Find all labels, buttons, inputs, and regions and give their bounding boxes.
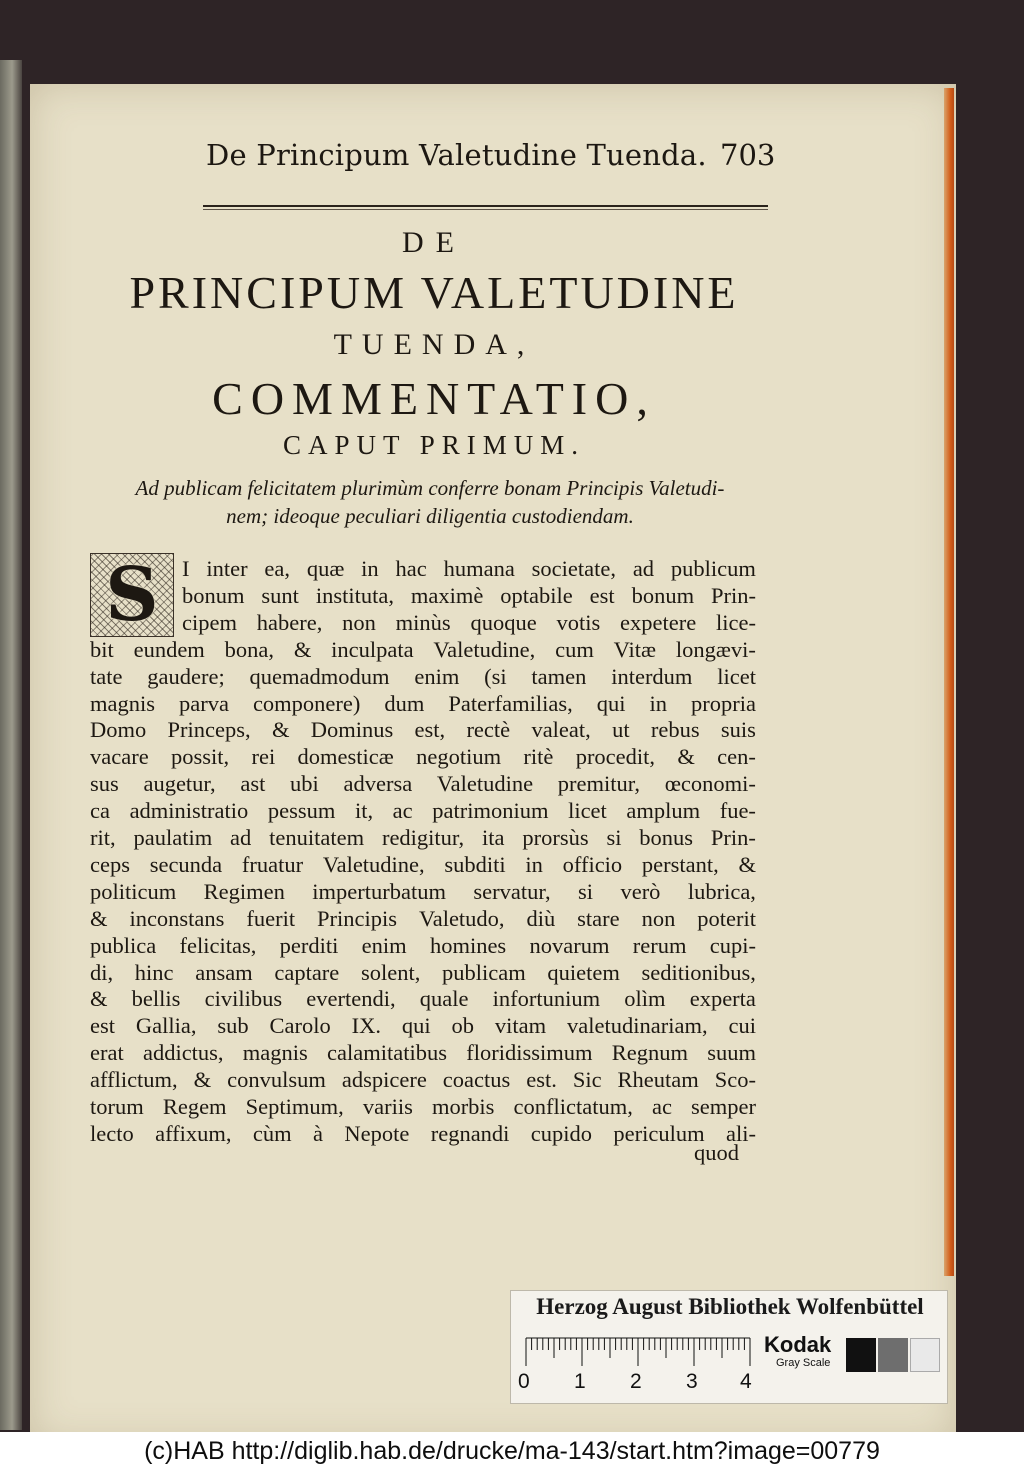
body-line: sus augetur, ast ubi adversa Valetudine premitur, œconomi- xyxy=(90,771,756,797)
body-line: & inconstans fuerit Principis Valetudo, diù stare non poterit xyxy=(90,905,756,931)
gray-swatch-black xyxy=(846,1338,876,1372)
body-line: I inter ea, quæ in hac humana societate, ad publicum xyxy=(182,556,756,581)
body-line: di, hinc ansam captare solent, publicam quietem seditionibus, xyxy=(90,959,756,985)
title-tuenda: TUENDA, xyxy=(333,328,535,361)
body-line: ceps secunda fruatur Valetudine, subditi in officio perstant, & xyxy=(90,851,756,877)
body-line: politicum Regimen imperturbatum servatur, si verò lubrica, xyxy=(90,878,756,904)
page-edge-coloring xyxy=(944,88,954,1276)
body-line: bonum sunt instituta, maximè optabile est bonum Prin- xyxy=(182,582,756,608)
page-number: 703 xyxy=(720,138,776,172)
body-line: tate gaudere; quemadmodum enim (si tamen interdum licet xyxy=(90,663,756,689)
measurement-ruler xyxy=(520,1336,752,1370)
body-line: afflictum, & convulsum adspicere coactus est. Sic Rheutam Sco- xyxy=(90,1067,756,1093)
ornamental-initial xyxy=(90,553,174,637)
kodak-logo: Kodak xyxy=(764,1332,832,1357)
body-line: publica felicitas, perditi enim homines novarum rerum cupi- xyxy=(90,932,756,958)
gray-swatch-mid xyxy=(878,1338,908,1372)
body-line: bit eundem bona, & inculpata Valetudine, cum Vitæ longævi- xyxy=(90,636,756,662)
ruler-numbers xyxy=(516,1370,756,1398)
body-line: cipem habere, non minùs quoque votis expetere lice- xyxy=(182,609,756,635)
catchword: quod xyxy=(694,1140,739,1165)
ruler-number: 3 xyxy=(686,1370,698,1393)
chapter-summary-line-2: nem; ideoque peculiari diligentia custodiendam. xyxy=(226,504,634,528)
body-line: & bellis civilibus evertendi, quale infortunium olìm experta xyxy=(90,986,756,1012)
body-line: lecto affixum, cùm à Nepote regnandi cupido periculum ali- xyxy=(90,1120,756,1146)
library-name: Herzog August Bibliothek Wolfenbüttel xyxy=(536,1294,924,1319)
ruler-number: 4 xyxy=(740,1370,752,1393)
chapter-heading: CAPUT PRIMUM. xyxy=(282,430,586,460)
title-principum-valetudine: PRINCIPUM VALETUDINE xyxy=(129,267,739,318)
running-head: De Principum Valetudine Tuenda. xyxy=(206,138,707,172)
body-line: est Gallia, sub Carolo IX. qui ob vitam valetudinariam, cui xyxy=(90,1013,756,1039)
body-line: magnis parva componere) dum Paterfamilias, qui in propria xyxy=(90,690,756,716)
ruler-number: 0 xyxy=(518,1370,530,1393)
title-commentatio: COMMENTATIO, xyxy=(212,373,656,424)
body-line: rit, paulatim ad tenuitatem redigitur, ita prorsùs si bonus Prin- xyxy=(90,825,756,850)
body-line: ca administratio pessum it, ac patrimonium licet amplum fue- xyxy=(90,798,756,824)
body-line: Domo Princeps, & Dominus est, rectè valeat, ut rebus suis xyxy=(90,717,756,743)
source-url: (c)HAB http://diglib.hab.de/drucke/ma-143/start.htm?image=00779 xyxy=(0,1432,1024,1470)
header-rule xyxy=(203,205,768,207)
left-page-edge xyxy=(0,60,22,1430)
ruler-number: 1 xyxy=(574,1370,586,1393)
header-rule-thin xyxy=(203,209,768,210)
body-line: vacare possit, rei domesticæ negotium ritè procedit, & cen- xyxy=(90,744,756,770)
gray-swatch-light xyxy=(910,1338,940,1372)
body-line: torum Regem Septimum, variis morbis conflictatum, ac semper xyxy=(90,1094,756,1119)
body-line: erat addictus, magnis calamitatibus floridissimum Regnum suum xyxy=(90,1040,756,1066)
initial-letter: S xyxy=(105,552,159,638)
chapter-summary-line-1: Ad publicam felicitatem plurimùm conferre bonam Principis Valetudi- xyxy=(135,476,725,500)
gray-scale-label: Gray Scale xyxy=(776,1357,831,1369)
ruler-number: 2 xyxy=(630,1370,642,1393)
title-de: DE xyxy=(402,226,466,259)
